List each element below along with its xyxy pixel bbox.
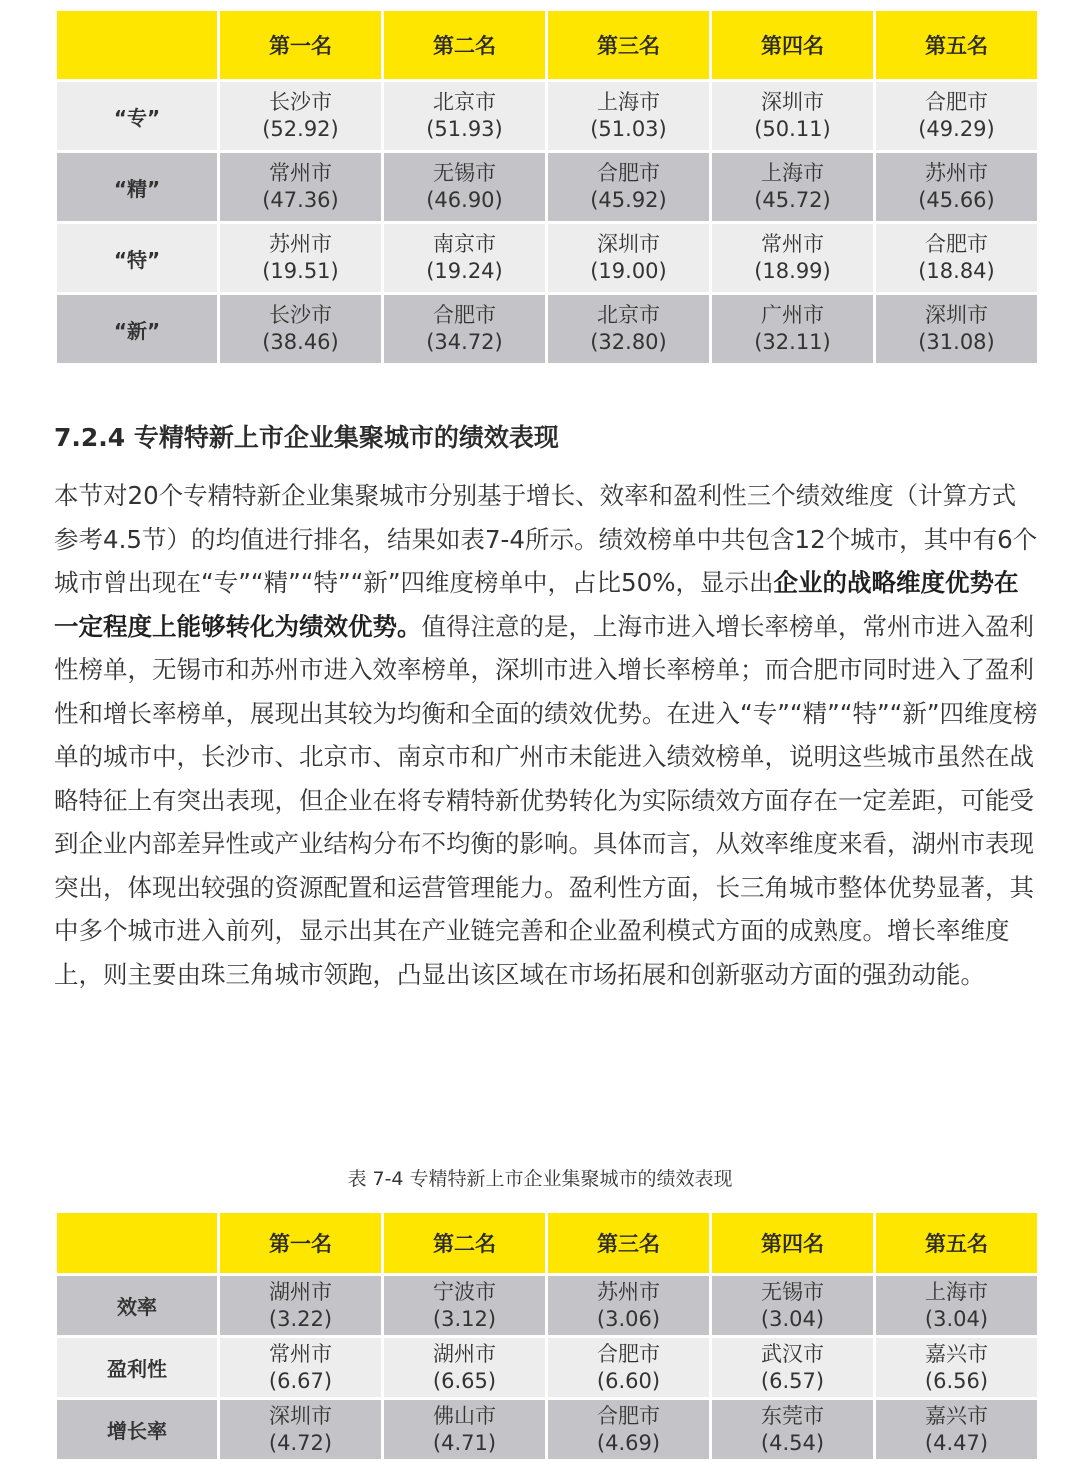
table-cell <box>220 1276 381 1335</box>
city-name: 南京市 <box>433 232 496 256</box>
city-name: 无锡市 <box>761 1279 824 1304</box>
table-cell <box>876 1400 1037 1459</box>
score-value: (50.11) <box>754 117 831 141</box>
table-cell <box>876 82 1037 150</box>
table-cell <box>384 1338 545 1397</box>
score-value: (6.60) <box>596 1368 661 1393</box>
city-name: 上海市 <box>925 1279 988 1304</box>
city-name: 湖州市 <box>269 1279 332 1304</box>
city-name: 合肥市 <box>597 1403 660 1428</box>
header-rank-1: 第一名 <box>220 11 381 79</box>
table-cell <box>220 224 381 292</box>
table-cell <box>712 82 873 150</box>
table-header-row <box>57 1213 1037 1273</box>
city-name: 合肥市 <box>925 90 988 114</box>
score-value: (6.57) <box>760 1368 825 1393</box>
table-cell <box>220 295 381 363</box>
table-cell <box>876 224 1037 292</box>
score-value: (4.69) <box>596 1430 661 1455</box>
score-value: (19.51) <box>262 259 339 283</box>
score-value: (38.46) <box>262 330 339 354</box>
city-name: 深圳市 <box>597 232 660 256</box>
score-value: (32.11) <box>754 330 831 354</box>
header-rank-2: 第二名 <box>384 1213 545 1273</box>
table-caption: 表 7-4 专精特新上市企业集聚城市的绩效表现 <box>347 1168 733 1190</box>
city-name: 上海市 <box>761 161 824 185</box>
score-value: (32.80) <box>590 330 667 354</box>
score-value: (51.93) <box>426 117 503 141</box>
score-value: (49.29) <box>918 117 995 141</box>
city-name: 常州市 <box>761 232 824 256</box>
table-row <box>57 295 1037 363</box>
table-row <box>57 1276 1037 1335</box>
city-name: 深圳市 <box>269 1403 332 1428</box>
city-name: 长沙市 <box>269 90 332 114</box>
table-cell <box>876 153 1037 221</box>
score-value: (6.67) <box>268 1368 333 1393</box>
city-name: 合肥市 <box>597 161 660 185</box>
score-value: (47.36) <box>262 188 339 212</box>
score-value: (45.92) <box>590 188 667 212</box>
table-cell <box>876 1276 1037 1335</box>
score-value: (45.72) <box>754 188 831 212</box>
table-cell <box>548 1338 709 1397</box>
table-cell <box>712 1400 873 1459</box>
header-corner <box>57 1213 217 1273</box>
score-value: (51.03) <box>590 117 667 141</box>
score-value: (3.12) <box>432 1306 497 1331</box>
table-cell <box>876 295 1037 363</box>
city-name: 苏州市 <box>597 1279 660 1304</box>
table-cell <box>712 224 873 292</box>
table-cell <box>548 295 709 363</box>
score-value: (52.92) <box>262 117 339 141</box>
table-cell <box>712 153 873 221</box>
table-cell <box>712 295 873 363</box>
city-name: 广州市 <box>761 303 824 327</box>
header-corner <box>57 11 217 79</box>
table-cell <box>712 1338 873 1397</box>
header-rank-1: 第一名 <box>220 1213 381 1273</box>
city-name: 宁波市 <box>433 1279 496 1304</box>
city-name: 深圳市 <box>925 303 988 327</box>
header-rank-4: 第四名 <box>712 1213 873 1273</box>
score-value: (19.24) <box>426 259 503 283</box>
table-cell <box>220 1400 381 1459</box>
score-value: (19.00) <box>590 259 667 283</box>
table-row <box>57 82 1037 150</box>
table-row <box>57 1338 1037 1397</box>
score-value: (4.54) <box>760 1430 825 1455</box>
score-value: (6.65) <box>432 1368 497 1393</box>
score-value: (18.99) <box>754 259 831 283</box>
table-cell <box>220 1338 381 1397</box>
score-value: (3.22) <box>268 1306 333 1331</box>
header-rank-5: 第五名 <box>876 11 1037 79</box>
table-cell <box>220 153 381 221</box>
city-name: 常州市 <box>269 161 332 185</box>
city-name: 合肥市 <box>597 1341 660 1366</box>
city-name: 嘉兴市 <box>925 1403 988 1428</box>
city-name: 武汉市 <box>761 1341 824 1366</box>
city-name: 合肥市 <box>925 232 988 256</box>
performance-ranking-table <box>54 1210 1040 1462</box>
row-label: “专” <box>57 82 217 150</box>
table-row <box>57 224 1037 292</box>
paragraph-emphasis: 企业的战略维度优势在一定程度上能够转化为绩效优势。 <box>54 568 1019 641</box>
city-name: 苏州市 <box>925 161 988 185</box>
row-label: “新” <box>57 295 217 363</box>
score-value: (3.06) <box>596 1306 661 1331</box>
row-label: “特” <box>57 224 217 292</box>
strategy-ranking-table <box>54 8 1040 366</box>
score-value: (4.47) <box>924 1430 989 1455</box>
header-rank-2: 第二名 <box>384 11 545 79</box>
table-cell <box>548 224 709 292</box>
city-name: 上海市 <box>597 90 660 114</box>
score-value: (46.90) <box>426 188 503 212</box>
header-rank-4: 第四名 <box>712 11 873 79</box>
city-name: 东莞市 <box>761 1403 824 1428</box>
table-cell <box>384 295 545 363</box>
table-cell <box>548 1276 709 1335</box>
city-name: 嘉兴市 <box>925 1341 988 1366</box>
score-value: (3.04) <box>760 1306 825 1331</box>
city-name: 长沙市 <box>269 303 332 327</box>
score-value: (31.08) <box>918 330 995 354</box>
city-name: 北京市 <box>433 90 496 114</box>
city-name: 深圳市 <box>761 90 824 114</box>
row-label: 盈利性 <box>57 1338 217 1397</box>
score-value: (18.84) <box>918 259 995 283</box>
score-value: (4.72) <box>268 1430 333 1455</box>
table-cell <box>384 224 545 292</box>
city-name: 常州市 <box>269 1341 332 1366</box>
city-name: 苏州市 <box>269 232 332 256</box>
paragraph-text-b: 值得注意的是，上海市进入增长率榜单，常州市进入盈利性榜单，无锡市和苏州市进入效率榜单，深圳市进入增长率榜单；而合肥市同时进入了盈利性和增长率榜单，展现出其较为均衡和全面的绩效优势。在进入“专”“精”“特”“新”四维度榜单的城市中，长沙市、北京市、南京市和广州市未能进入绩效榜单，说明这些城市虽然在战略特征上有突出表现，但企业在将专精特新优势转化为实际绩效方面存在一定差距，可能受到企业内部差异性或产业结构分布不均衡的影响。具体而言，从效率维度来看，湖州市表现突出，体现出较强的资源配置和运营管理能力。盈利性方面，长三角城市整体优势显著，其中多个城市进入前列，显示出其在产业链完善和企业盈利模式方面的成熟度。增长率维度上，则主要由珠三角城市领跑，凸显出该区域在市场拓展和创新驱动方面的强劲动能。 <box>54 611 1038 989</box>
score-value: (6.56) <box>924 1368 989 1393</box>
table-cell <box>384 153 545 221</box>
section-heading: 7.2.4 专精特新上市企业集聚城市的绩效表现 <box>54 423 559 452</box>
header-rank-5: 第五名 <box>876 1213 1037 1273</box>
city-name: 合肥市 <box>433 303 496 327</box>
table-cell <box>548 82 709 150</box>
city-name: 无锡市 <box>433 161 496 185</box>
table-row <box>57 1400 1037 1459</box>
city-name: 佛山市 <box>433 1403 496 1428</box>
header-rank-3: 第三名 <box>548 1213 709 1273</box>
score-value: (3.04) <box>924 1306 989 1331</box>
score-value: (45.66) <box>918 188 995 212</box>
row-label: 增长率 <box>57 1400 217 1459</box>
table-cell <box>712 1276 873 1335</box>
header-rank-3: 第三名 <box>548 11 709 79</box>
section-paragraph <box>54 474 1039 996</box>
paragraph-text-a: 本节对20个专精特新企业集聚城市分别基于增长、效率和盈利性三个绩效维度（计算方式参考4.5节）的均值进行排名，结果如表7-4所示。绩效榜单中共包含12个城市，其中有6个城市曾出现在“专”“精”“特”“新”四维度榜单中，占比50%，显示出 <box>54 481 1038 597</box>
table-cell <box>220 82 381 150</box>
score-value: (34.72) <box>426 330 503 354</box>
table-cell <box>876 1338 1037 1397</box>
table-cell <box>548 1400 709 1459</box>
table-row <box>57 153 1037 221</box>
table-cell <box>384 1400 545 1459</box>
city-name: 湖州市 <box>433 1341 496 1366</box>
score-value: (4.71) <box>432 1430 497 1455</box>
row-label: 效率 <box>57 1276 217 1335</box>
table-cell <box>548 153 709 221</box>
table-cell <box>384 82 545 150</box>
city-name: 北京市 <box>597 303 660 327</box>
table-cell <box>384 1276 545 1335</box>
row-label: “精” <box>57 153 217 221</box>
table-header-row <box>57 11 1037 79</box>
